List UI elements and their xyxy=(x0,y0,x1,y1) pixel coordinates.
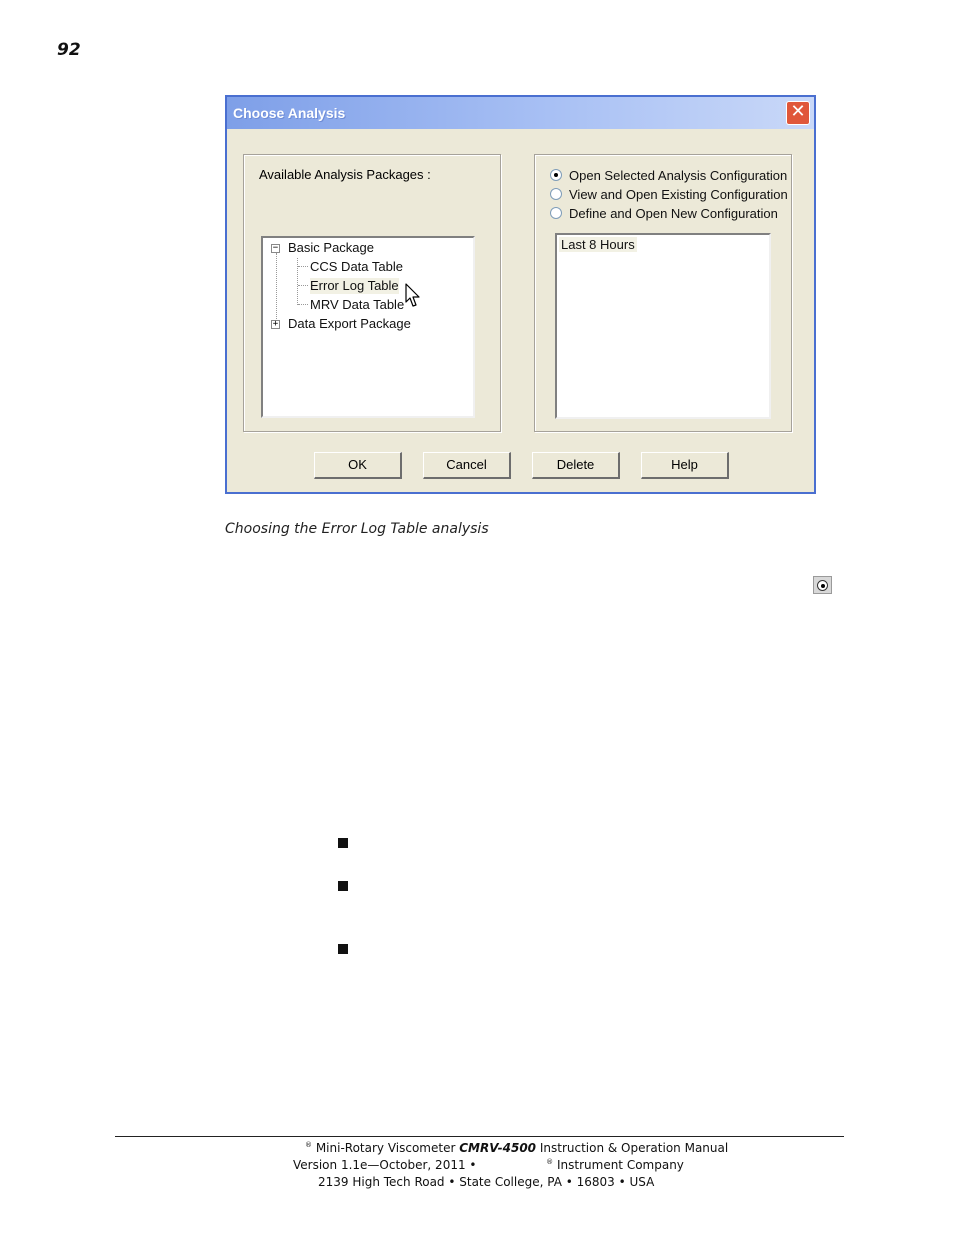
package-tree[interactable] xyxy=(261,236,475,418)
options-group xyxy=(534,154,792,432)
choose-analysis-dialog xyxy=(225,95,816,494)
help-button[interactable]: Help xyxy=(641,452,729,479)
tree-item-error-log-table[interactable]: Error Log Table xyxy=(310,278,399,293)
configuration-list[interactable] xyxy=(555,233,771,419)
footer-manual: Instruction & Operation Manual xyxy=(539,1141,729,1155)
arrow-cursor-icon xyxy=(405,283,421,309)
footer-address: 2139 High Tech Road • State College, PA • 16803 • USA xyxy=(318,1175,655,1189)
packages-group xyxy=(243,154,501,432)
footer-company: Instrument Company xyxy=(556,1158,684,1172)
tree-connector xyxy=(298,304,308,305)
radio-define-new[interactable] xyxy=(550,207,562,219)
tree-connector xyxy=(298,285,308,286)
square-bullet-icon xyxy=(338,881,348,891)
footer-model: CMRV-4500 xyxy=(459,1141,537,1155)
dialog-titlebar[interactable] xyxy=(227,97,814,129)
footer-divider xyxy=(115,1136,844,1137)
square-bullet-icon xyxy=(338,838,348,848)
expand-icon[interactable]: + xyxy=(272,319,279,329)
cancel-button[interactable]: Cancel xyxy=(423,452,511,479)
tree-item-data-export-package[interactable]: Data Export Package xyxy=(288,316,411,331)
tree-connector xyxy=(298,266,308,267)
square-bullet-icon xyxy=(338,944,348,954)
footer-line-2 xyxy=(293,1158,684,1172)
footer-version: Version 1.1e—October, 2011 • xyxy=(293,1158,477,1172)
ok-button[interactable]: OK xyxy=(314,452,402,479)
radio-label-view-existing[interactable]: View and Open Existing Configuration xyxy=(569,187,788,202)
radio-view-existing[interactable] xyxy=(550,188,562,200)
radio-button-selected-icon xyxy=(813,576,832,594)
list-item[interactable]: Last 8 Hours xyxy=(561,237,635,252)
page-number: 92 xyxy=(57,40,81,60)
packages-label: Available Analysis Packages : xyxy=(259,167,431,182)
tree-item-ccs-data-table[interactable]: CCS Data Table xyxy=(310,259,403,274)
radio-open-selected[interactable] xyxy=(550,169,562,181)
dialog-title: Choose Analysis xyxy=(233,105,346,121)
registered-mark: ® xyxy=(546,1158,554,1166)
collapse-icon[interactable]: − xyxy=(272,243,279,253)
delete-button[interactable]: Delete xyxy=(532,452,620,479)
tree-item-basic-package[interactable]: Basic Package xyxy=(288,240,374,255)
footer-product: Mini-Rotary Viscometer xyxy=(315,1141,456,1155)
radio-label-open-selected[interactable]: Open Selected Analysis Configuration xyxy=(569,168,788,183)
tree-item-mrv-data-table[interactable]: MRV Data Table xyxy=(310,297,405,312)
tree-connector xyxy=(276,253,277,325)
radio-label-define-new[interactable]: Define and Open New Configuration xyxy=(569,206,778,221)
footer-line-1 xyxy=(305,1141,728,1155)
close-icon[interactable]: ✕ xyxy=(786,101,810,125)
figure-caption: Choosing the Error Log Table analysis xyxy=(225,521,489,537)
registered-mark: ® xyxy=(305,1141,312,1149)
